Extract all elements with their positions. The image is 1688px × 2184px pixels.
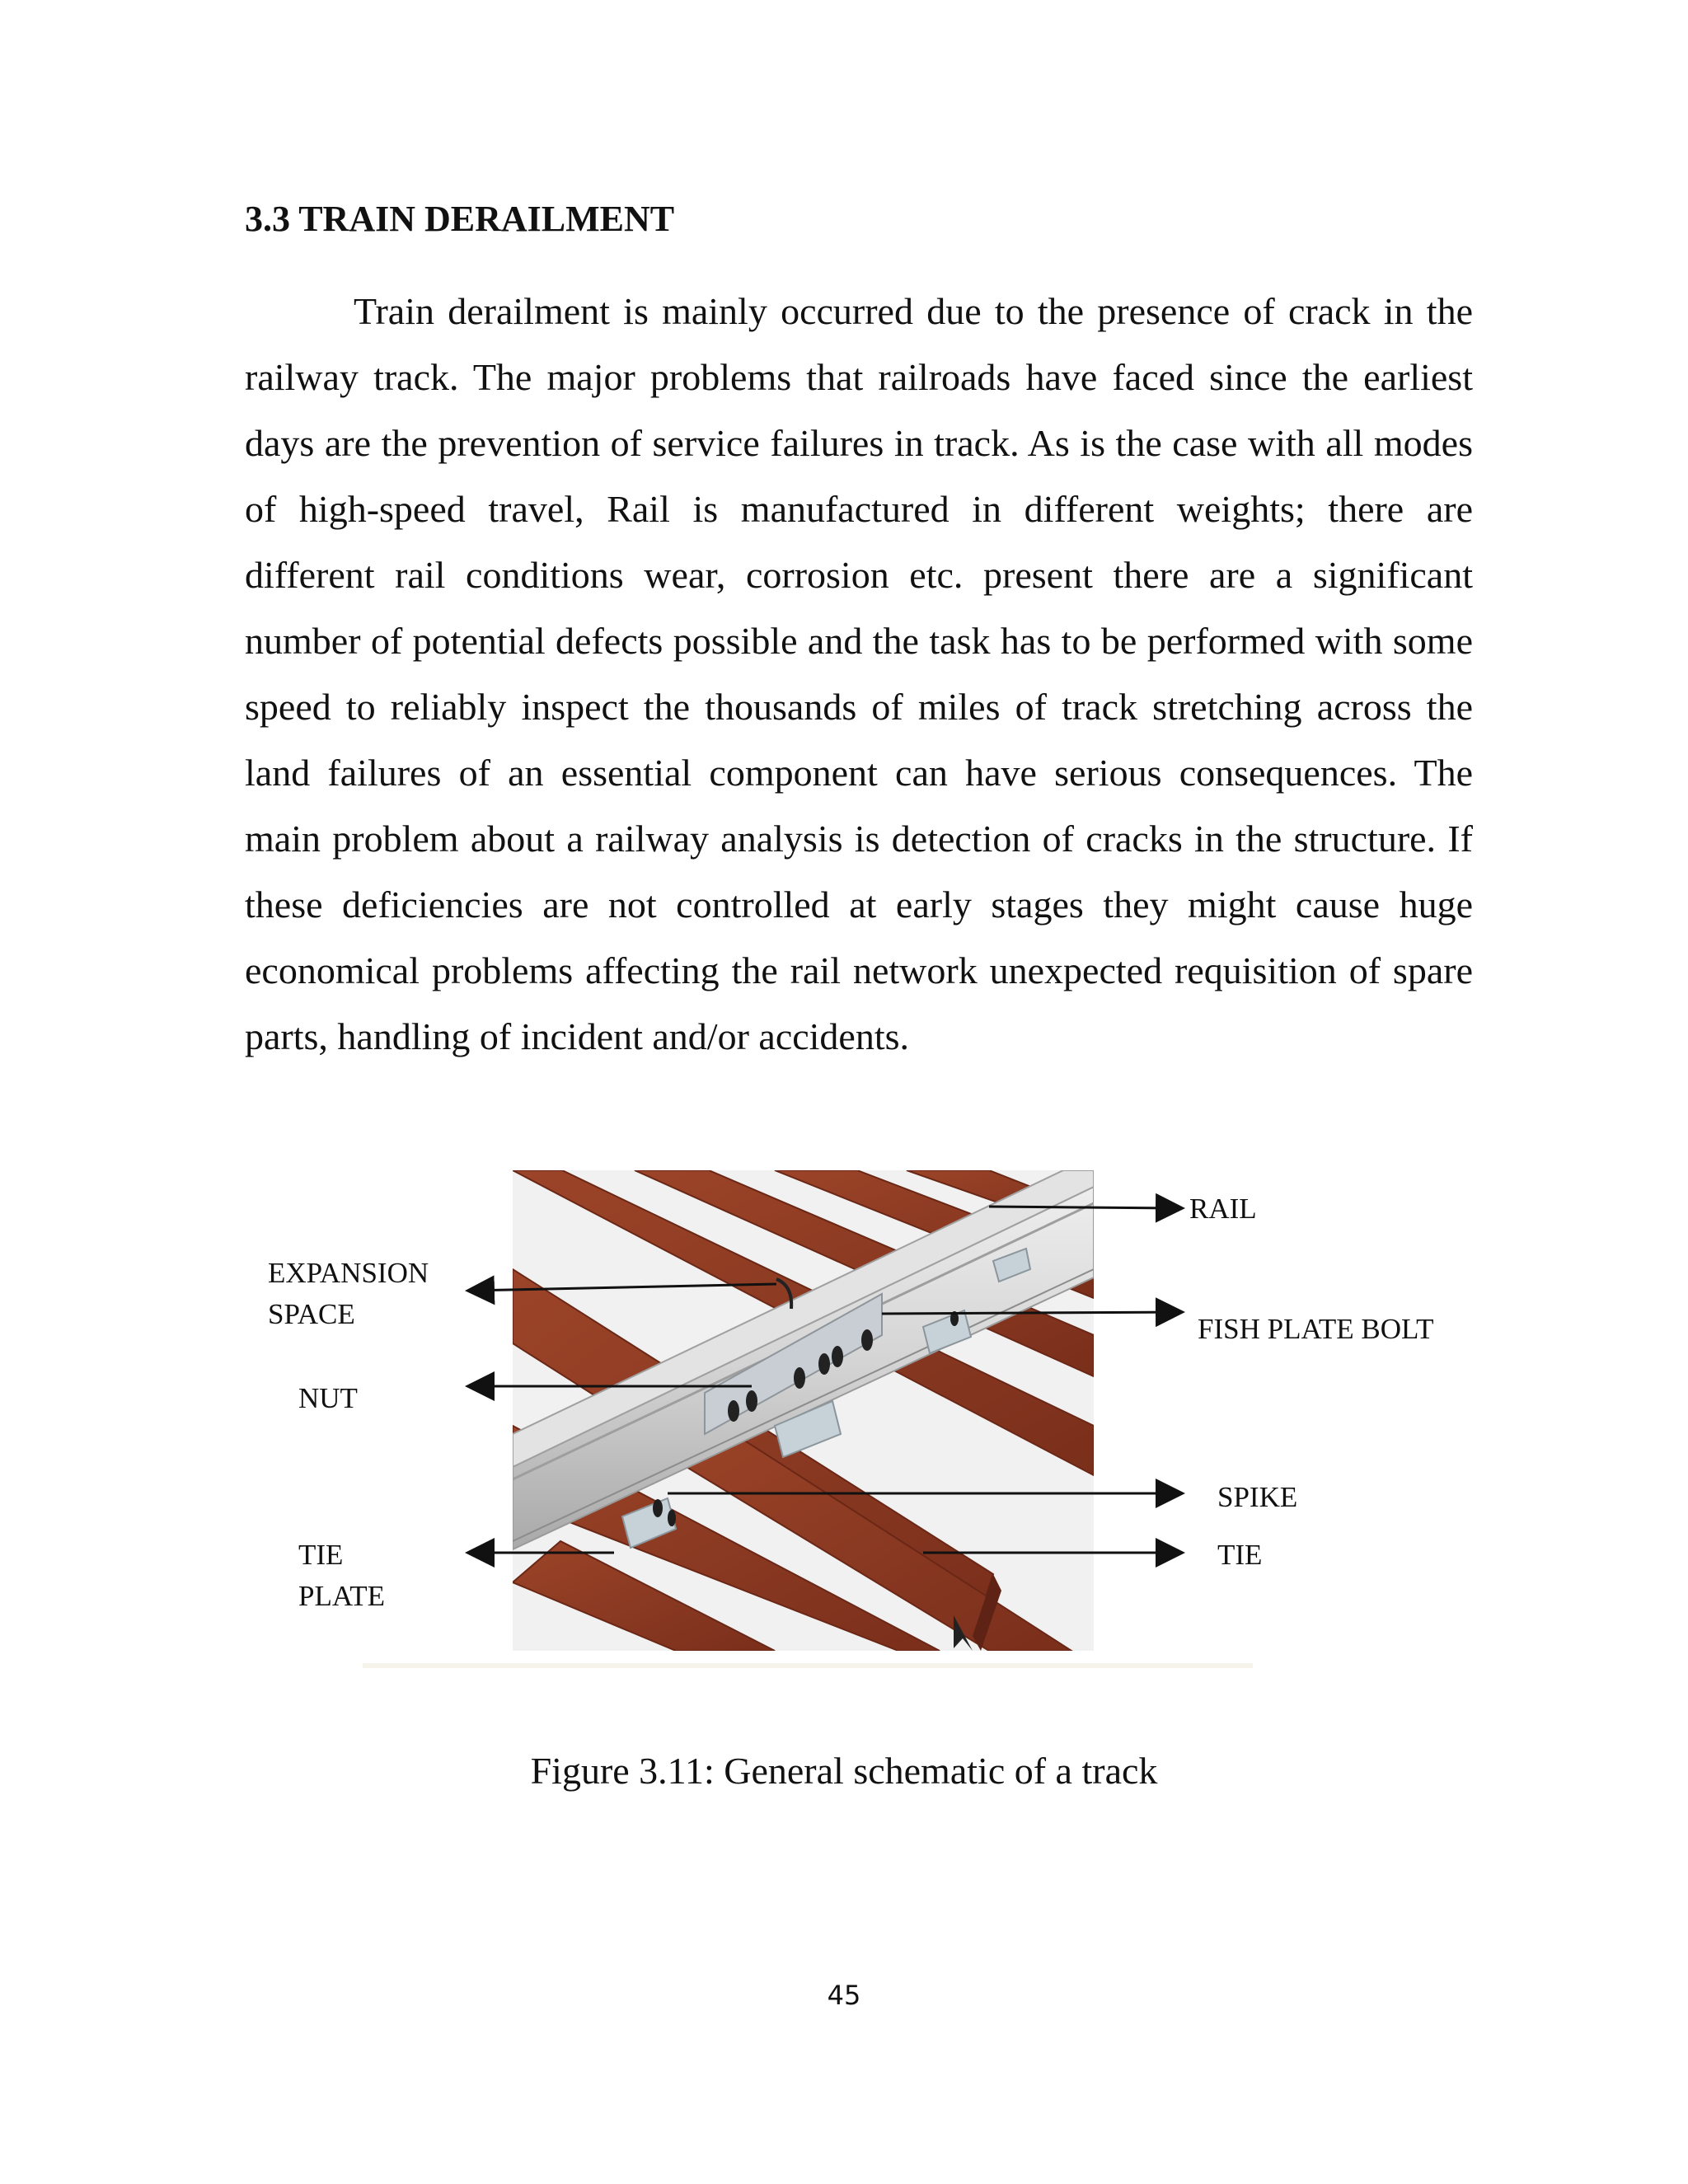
label-tie: TIE — [1217, 1539, 1263, 1571]
section-paragraph: Train derailment is mainly occurred due to the presence of crack in the railway track. The major problems that railroads have faced since the earliest days are the prevention of service failures in track. As is the case with all modes of high-speed travel, Rail is manufactured in different weights; there are different rail conditions wear, corrosion etc. present there are a significant number of potential defects possible and the task has to be performed with some speed to reliably inspect the thousands of miles of track stretching across the land failures of an essential component can have serious consequences. The main problem about a railway analysis is detection of cracks in the structure. If these deficiencies are not controlled at early stages they might cause huge economical problems affecting the rail network unexpected requisition of spare parts, handling of incident and/or accidents. — [245, 290, 1473, 1057]
track-schematic-figure — [247, 1154, 1484, 1714]
rail-arrow — [989, 1207, 1180, 1208]
figure-caption: Figure 3.11: General schematic of a track — [530, 1750, 1158, 1792]
page-number: 45 — [827, 1980, 861, 2011]
label-spike: SPIKE — [1217, 1481, 1298, 1513]
fish-plate-bolt-arrow — [882, 1312, 1180, 1314]
section-heading: 3.3 TRAIN DERAILMENT — [245, 199, 675, 239]
label-expansion-space: EXPANSION SPACE — [268, 1257, 429, 1330]
label-fish-plate-bolt: FISH PLATE BOLT — [1198, 1313, 1434, 1345]
label-nut: NUT — [298, 1382, 358, 1414]
label-tie-plate: TIE PLATE — [298, 1539, 385, 1612]
label-rail: RAIL — [1189, 1193, 1257, 1225]
track-schematic-illustration — [247, 1154, 1484, 1714]
